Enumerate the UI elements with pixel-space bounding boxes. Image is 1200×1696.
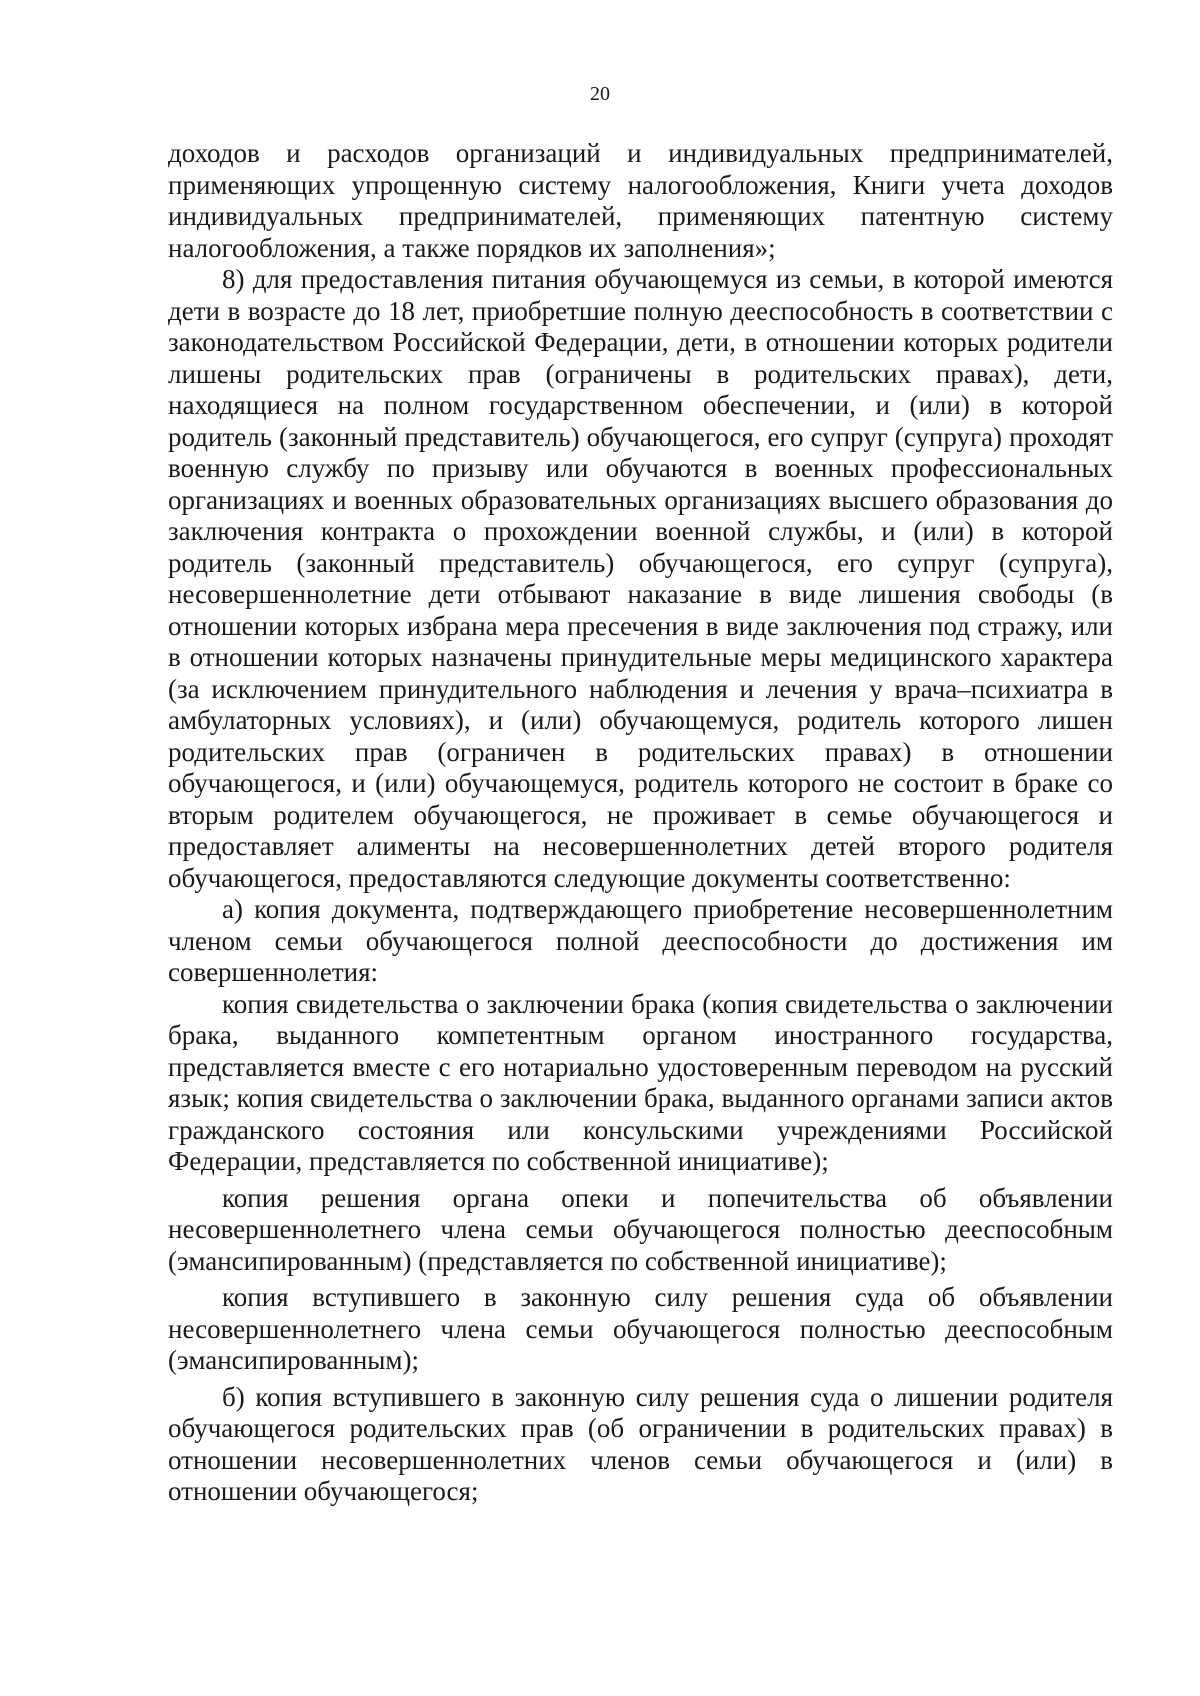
paragraph-item-8: 8) для предоставления питания обучающемуся из семьи, в которой имеются дети в возрасте до 18 лет, приобретшие полную дееспособность в соответствии с законодательством Российской Федерации, дети, в отношении которых родители лишены родительских прав (ограничены в родительских правах), дети, находящиеся на полном государственном обеспечении, и (или) в которой родитель (законный представитель) обучающегося, его супруг (супруга) проходят военную службу по призыву или обучаются в военных профессиональных организациях и военных образовательных организациях высшего образования до заключения контракта о прохождении военной службы, и (или) в которой родитель (законный представитель) обучающегося, его супруг (супруга), несовершеннолетние дети отбывают наказание в виде лишения свободы (в отношении которых избрана мера пресечения в виде заключения под стражу, или в отношении которых назначены принудительные меры медицинского характера (за исключением принудительного наблюдения и лечения у врача–психиатра в амбулаторных условиях), и (или) обучающемуся, родитель которого лишен родительских прав (ограничен в родительских правах) в отношении обучающегося, и (или) обучающемуся, родитель которого не состоит в браке со вторым родителем обучающегося, не проживает в семье обучающегося и предоставляет алименты на несовершеннолетних детей второго родителя обучающегося, предоставляются следующие документы соответственно:: [168, 264, 1113, 893]
paragraph-court-decision-emancipation: копия вступившего в законную силу решения суда об объявлении несовершеннолетнего члена семьи обучающегося полностью дееспособным (эмансипированным);: [168, 1282, 1113, 1375]
paragraph-continuation: доходов и расходов организаций и индивидуальных предпринимателей, применяющих упрощенную систему налогообложения, Книги учета доходов индивидуальных предпринимателей, применяющих патентную систему налогообложения, а также порядков их заполнения»;: [168, 138, 1113, 263]
paragraph-subitem-b: б) копия вступившего в законную силу решения суда о лишении родителя обучающегося родительских прав (об ограничении в родительских правах) в отношении несовершеннолетних членов семьи обучающегося и (или) в отношении обучающегося;: [168, 1381, 1113, 1506]
paragraph-subitem-a: а) копия документа, подтверждающего приобретение несовершеннолетним членом семьи обучающегося полной дееспособности до достижения им совершеннолетия:: [168, 894, 1113, 987]
paragraph-guardianship-decision: копия решения органа опеки и попечительства об объявлении несовершеннолетнего члена семьи обучающегося полностью дееспособным (эмансипированным) (представляется по собственной инициативе);: [168, 1182, 1113, 1276]
page-number: 20: [590, 83, 610, 105]
body-text: [168, 138, 1113, 1508]
paragraph-marriage-certificate: копия свидетельства о заключении брака (копия свидетельства о заключении брака, выданного компетентным органом иностранного государства, представляется вместе с его нотариально удостоверенным переводом на русский язык; копия свидетельства о заключении брака, выданного органами записи актов гражданского состояния или консульскими учреждениями Российской Федерации, представляется по собственной инициативе);: [168, 988, 1113, 1176]
